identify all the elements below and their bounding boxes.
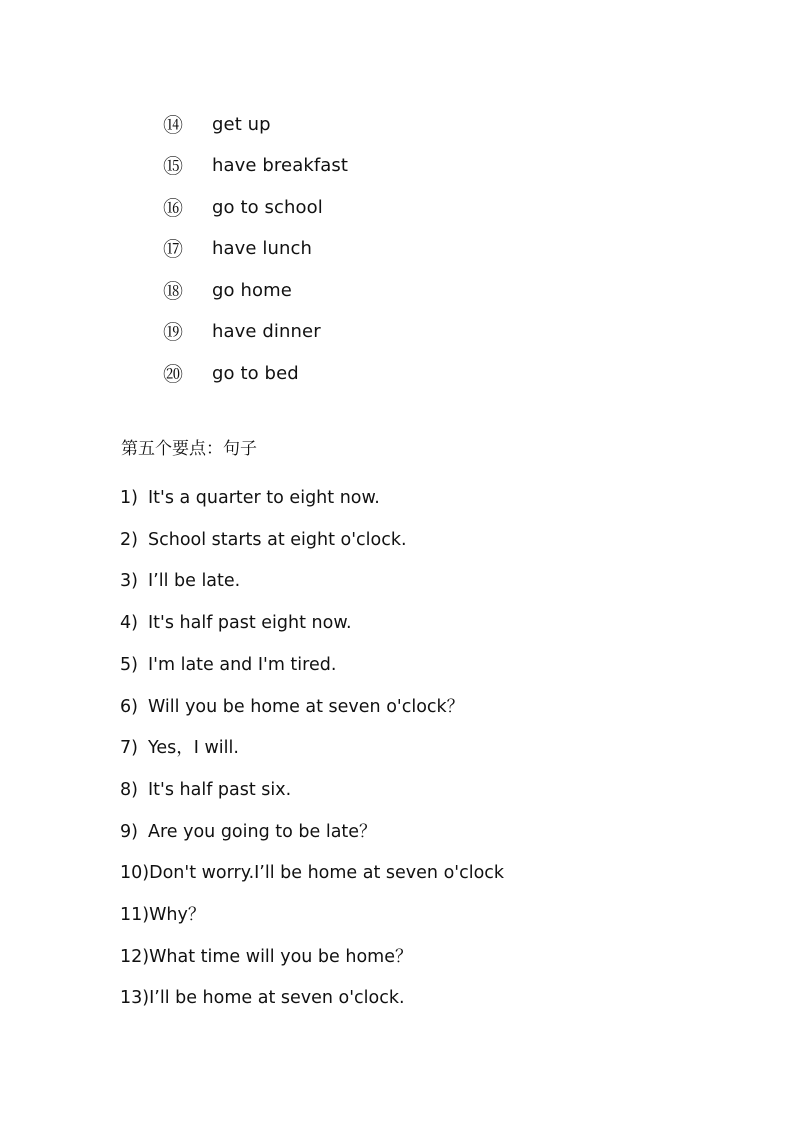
phrase-text: go to bed bbox=[212, 362, 299, 384]
sentence-text: Yes，I will. bbox=[148, 738, 239, 759]
sentence-text: Why？ bbox=[149, 904, 206, 925]
sentence-text: Are you going to be late？ bbox=[148, 821, 377, 842]
sentence-text: It's half past eight now. bbox=[148, 613, 352, 634]
sentence-item bbox=[120, 728, 640, 770]
sentence-text: I’ll be late. bbox=[148, 571, 241, 592]
sentence-item bbox=[120, 478, 640, 520]
phrase-number: ⑮ bbox=[163, 154, 183, 179]
sentence-item bbox=[120, 770, 640, 812]
sentence-text: I'm late and I'm tired. bbox=[148, 654, 337, 675]
sentence-item bbox=[120, 520, 640, 562]
phrase-number: ⑱ bbox=[163, 278, 183, 303]
sentence-number: 7) bbox=[120, 738, 138, 759]
phrase-number: ⑯ bbox=[163, 195, 183, 220]
sentence-number: 4) bbox=[120, 613, 138, 634]
phrase-number: ⑰ bbox=[163, 237, 183, 262]
sentence-number: 13) bbox=[120, 988, 150, 1009]
phrase-number: ⑲ bbox=[163, 320, 183, 345]
sentence-item bbox=[120, 645, 640, 687]
phrase-item bbox=[163, 353, 583, 395]
sentence-number: 1) bbox=[120, 488, 138, 509]
sentence-text: It's half past six. bbox=[148, 779, 292, 800]
phrase-list bbox=[163, 104, 583, 395]
sentence-text: School starts at eight o'clock. bbox=[148, 529, 407, 550]
sentence-number: 8) bbox=[120, 779, 138, 800]
sentence-text: Will you be home at seven o'clock？ bbox=[148, 696, 465, 717]
sentence-item bbox=[120, 937, 640, 979]
phrase-text: get up bbox=[212, 113, 271, 135]
phrase-item bbox=[163, 312, 583, 354]
phrase-item bbox=[163, 146, 583, 188]
phrase-text: go home bbox=[212, 279, 292, 301]
sentence-item bbox=[120, 686, 640, 728]
sentence-number: 12) bbox=[120, 946, 150, 967]
phrase-item bbox=[163, 104, 583, 146]
sentence-number: 10) bbox=[120, 863, 150, 884]
phrase-number: ⑳ bbox=[163, 361, 183, 386]
sentence-number: 5) bbox=[120, 654, 138, 675]
sentence-item bbox=[120, 895, 640, 937]
sentence-item bbox=[120, 603, 640, 645]
phrase-item bbox=[163, 270, 583, 312]
phrase-text: have dinner bbox=[212, 321, 321, 343]
sentence-number: 11) bbox=[120, 904, 150, 925]
phrase-item bbox=[163, 229, 583, 271]
sentence-text: I’ll be home at seven o'clock. bbox=[149, 988, 405, 1009]
phrase-text: have breakfast bbox=[212, 155, 349, 177]
sentence-number: 3) bbox=[120, 571, 138, 592]
sentence-number: 9) bbox=[120, 821, 138, 842]
sentence-number: 2) bbox=[120, 529, 138, 550]
sentence-item bbox=[120, 561, 640, 603]
phrase-number: ⑭ bbox=[163, 112, 183, 137]
section-heading: 第五个要点：句子 bbox=[121, 439, 257, 459]
sentence-text: Don't worry.I’ll be home at seven o'clock bbox=[149, 863, 505, 884]
sentence-number: 6) bbox=[120, 696, 138, 717]
sentence-item bbox=[120, 978, 640, 1020]
phrase-text: go to school bbox=[212, 196, 323, 218]
sentence-text: What time will you be home？ bbox=[149, 946, 413, 967]
phrase-item bbox=[163, 187, 583, 229]
sentence-item bbox=[120, 853, 640, 895]
sentence-item bbox=[120, 812, 640, 854]
phrase-text: have lunch bbox=[212, 238, 313, 260]
sentence-list bbox=[120, 478, 640, 1020]
sentence-text: It's a quarter to eight now. bbox=[148, 488, 380, 509]
